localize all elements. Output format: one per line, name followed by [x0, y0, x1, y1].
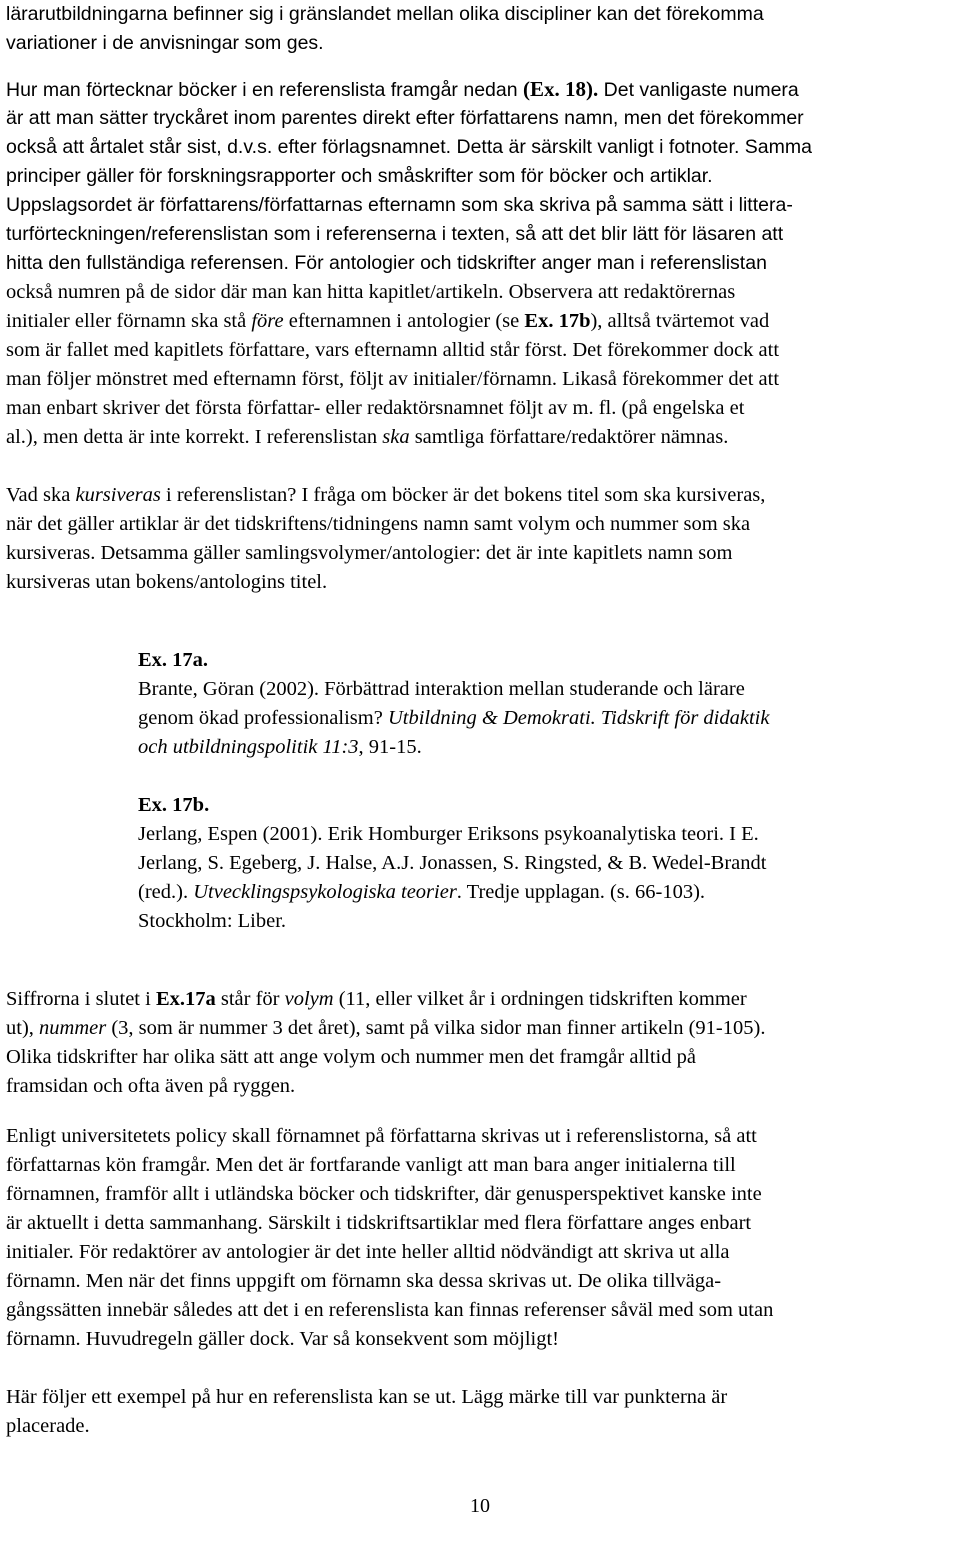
- books-line-6: turförteckningen/referenslistan som i referenserna i texten, så att det blir lätt för läsaren att: [6, 223, 784, 245]
- example-line-2: placerade.: [6, 1415, 90, 1437]
- numbers-line-1: Siffrorna i slutet i Ex.17a står för volym (11, eller vilket år i ordningen tidskriften kommer: [6, 988, 747, 1010]
- policy-line-2: författarnas kön framgår. Men det är fortfarande vanligt att man bara anger initialerna till: [6, 1154, 736, 1176]
- numbers-line-2: ut), nummer (3, som är nummer 3 det året), samt på vilka sidor man finner artikeln (91-105).: [6, 1017, 766, 1039]
- ex17a-line-2: genom ökad professionalism? Utbildning & Demokrati. Tidskrift för didaktik: [138, 707, 770, 729]
- books-line-10: som är fallet med kapitlets författare, vars efternamn alltid står först. Det förekommer dock att: [6, 339, 780, 361]
- ex17b-line-1: Jerlang, Espen (2001). Erik Homburger Eriksons psykoanalytiska teori. I E.: [138, 823, 759, 845]
- books-line-9: initialer eller förnamn ska stå före efternamnen i antologier (se Ex. 17b), alltså tvärtemot vad: [6, 310, 770, 332]
- italic-line-3: kursiveras. Detsamma gäller samlingsvolymer/antologier: det är inte kapitlets namn som: [6, 542, 733, 564]
- policy-line-7: gångssätten innebär således att det i en referenslista kan finnas referenser såväl med som utan: [6, 1299, 774, 1321]
- ex17b-line-4: Stockholm: Liber.: [138, 910, 287, 932]
- ex17a-line-1: Brante, Göran (2002). Förbättrad interaktion mellan studerande och lärare: [138, 678, 745, 700]
- italic-line-4: kursiveras utan bokens/antologins titel.: [6, 571, 328, 593]
- books-line-1: Hur man förtecknar böcker i en referenslista framgår nedan (Ex. 18). Det vanligaste numera: [6, 77, 799, 101]
- books-line-8: också numren på de sidor där man kan hitta kapitlet/artikeln. Observera att redaktörernas: [6, 281, 736, 303]
- ex17a-line-3: och utbildningspolitik 11:3, 91-15.: [138, 736, 422, 758]
- books-line-12: man enbart skriver det första författar- eller redaktörsnamnet följt av m. fl. (på engelska et: [6, 397, 745, 419]
- policy-line-1: Enligt universitetets policy skall förnamnet på författarna skrivas ut i referenslistorna, så att: [6, 1125, 757, 1147]
- italic-line-1: Vad ska kursiveras i referenslistan? I fråga om böcker är det bokens titel som ska kursiveras,: [6, 484, 766, 506]
- italic-line-2: när det gäller artiklar är det tidskriftens/tidningens namn samt volym och nummer som ska: [6, 513, 751, 535]
- ex17b-label: Ex. 17b.: [138, 794, 210, 816]
- page-number: 10: [470, 1495, 490, 1517]
- books-line-7: hitta den fullständiga referensen. För antologier och tidskrifter anger man i referenslistan: [6, 252, 767, 274]
- ex17b-line-2: Jerlang, S. Egeberg, J. Halse, A.J. Jonassen, S. Ringsted, & B. Wedel-Brandt: [138, 852, 767, 874]
- numbers-line-4: framsidan och ofta även på ryggen.: [6, 1075, 296, 1097]
- policy-line-3: förnamnen, framför allt i utländska böcker och tidskrifter, där genusperspektivet kanske inte: [6, 1183, 762, 1205]
- numbers-line-3: Olika tidskrifter har olika sätt att ange volym och nummer men det framgår alltid på: [6, 1046, 696, 1068]
- books-line-2: är att man sätter tryckåret inom parentes direkt efter författarens namn, men det förekommer: [6, 107, 804, 129]
- policy-line-6: förnamn. Men när det finns uppgift om förnamn ska dessa skrivas ut. De olika tillvägа-: [6, 1270, 722, 1292]
- books-line-11: man följer mönstret med efternamn först, följt av initialer/förnamn. Likaså förekommer det att: [6, 368, 780, 390]
- intro-line-2: variationer i de anvisningar som ges.: [6, 32, 324, 54]
- books-line-3: också att årtalet står sist, d.v.s. efter förlagsnamnet. Detta är särskilt vanligt i fotnoter. Samma: [6, 136, 812, 158]
- policy-line-8: förnamn. Huvudregeln gäller dock. Var så konsekvent som möjligt!: [6, 1328, 559, 1350]
- example-line-1: Här följer ett exempel på hur en referenslista kan se ut. Lägg märke till var punkterna är: [6, 1386, 728, 1408]
- policy-line-4: är aktuellt i detta sammanhang. Särskilt i tidskriftsartiklar med flera författare anges enbart: [6, 1212, 752, 1234]
- books-line-4: principer gäller för forskningsrapporter och småskrifter som för böcker och artiklar.: [6, 165, 713, 187]
- books-line-5: Uppslagsordet är författarens/författarnas efternamn som ska skriva på samma sätt i littera-: [6, 194, 793, 216]
- books-line-13: al.), men detta är inte korrekt. I referenslistan ska samtliga författare/redaktörer nämnas.: [6, 426, 729, 448]
- ex17a-label: Ex. 17a.: [138, 649, 209, 671]
- ex17b-line-3: (red.). Utvecklingspsykologiska teorier. Tredje upplagan. (s. 66-103).: [138, 881, 706, 903]
- intro-line-1: lärarutbildningarna befinner sig i gränslandet mellan olika discipliner kan det förekomma: [6, 3, 764, 25]
- policy-line-5: initialer. För redaktörer av antologier är det inte heller alltid nödvändigt att skriva ut alla: [6, 1241, 730, 1263]
